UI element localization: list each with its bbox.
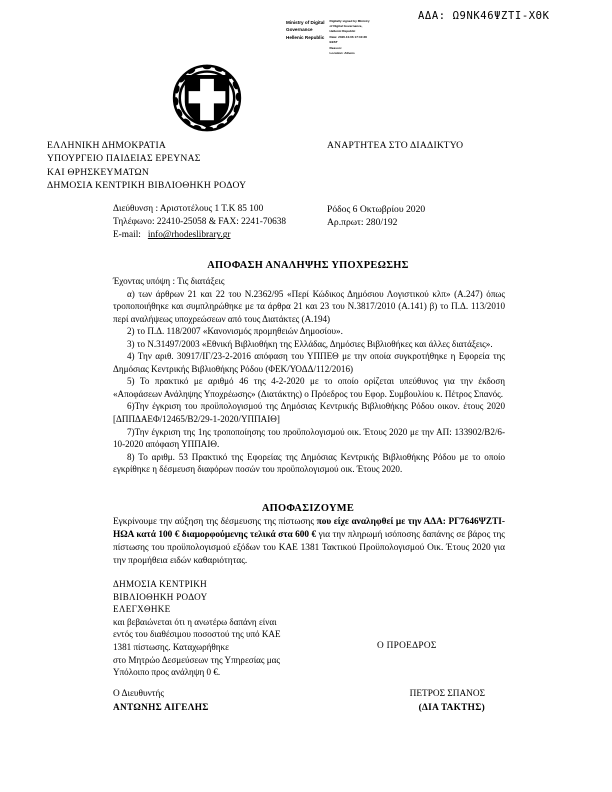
signature-block-left <box>113 687 209 715</box>
authority-line-1: ΕΛΛΗΝΙΚΗ ΔΗΜΟΚΡΑΤΙΑ <box>47 140 167 151</box>
signature-detail-4: Date: 2020.10.06 17:10:38 <box>329 35 367 40</box>
certification-line-6: 1381 πίστωσης. Καταχωρήθηκε <box>113 641 229 652</box>
coat-of-arms-icon <box>168 62 246 134</box>
clause-item: 4) Την αριθ. 30917/ΙΓ/23-2-2016 απόφαση του ΥΠΠΕΘ με την οποία συγκροτήθηκε η Εφορεία της Δημόσιας Κεντρικής Βιβλιοθήκης Ρόδου (ΦΕΚ/ΥΟΔΔ/112/2016) <box>113 351 505 374</box>
digital-signature-stamp <box>286 19 410 56</box>
signature-detail-5: EEST <box>329 40 338 45</box>
certification-line-3: ΕΛΕΓΧΘΗΚΕ <box>113 604 171 615</box>
clause-item: 2) το Π.Δ. 118/2007 «Κανονισμός προμηθειών Δημοσίου». <box>127 326 343 337</box>
certification-line-2: ΒΙΒΛΙΟΘΗΚΗ ΡΟΔΟΥ <box>113 591 208 602</box>
signature-block-right <box>355 687 485 715</box>
clause-item: 6)Την έγκριση του προϋπολογισμού της Δημόσιας Κεντρικής Βιβλιοθήκης Ρόδου οικον. έτους 2020 [ΔΠΠΔΑΕΦ/12465/Β2/29-1-2020/ΥΠΠΑΙΘ] <box>113 401 505 425</box>
place-date-block <box>327 203 425 229</box>
contact-email-link[interactable]: info@rhodeslibrary.gr <box>147 230 231 241</box>
contact-phone: Τηλέφωνο: 22410-25058 & FAX: 2241-70638 <box>113 217 287 228</box>
signature-authority-line3: Hellenic Republic <box>286 34 325 40</box>
contact-email-label: E-mail: <box>113 230 141 241</box>
president-label: Ο ΠΡΟΕΔΡΟΣ <box>377 641 437 651</box>
decision-amount-highlight: που είχε αναληφθεί με την ΑΔΑ: ΡΓ7646ΨΖΤΙ-ΗΩΑ κατά 100 € διαμορφούμενης τελικά στα 600 € <box>113 517 505 540</box>
document-body <box>113 275 505 476</box>
publication-notice: ΑΝΑΡΤΗΤΕΑ ΣΤΟ ΔΙΑΔΙΚΤΥΟ <box>327 140 464 151</box>
authority-line-3: ΚΑΙ ΘΡΗΣΚΕΥΜΑΤΩΝ <box>47 166 150 178</box>
signature-authority <box>286 19 325 41</box>
signature-detail-2: of Digital Governance, <box>329 23 363 28</box>
certification-line-4: και βεβαιώνεται ότι η ανωτέρω δαπάνη είναι <box>113 616 277 627</box>
signature-authority-line2: Governance <box>286 27 313 33</box>
signature-detail-7: Location: Athens <box>329 51 355 56</box>
certification-line-7: στο Μητρώο Δεσμεύσεων της Υπηρεσίας μας <box>113 654 281 665</box>
clause-item: 5) Το πρακτικό με αριθμό 46 της 4-2-2020 με το οποίο ορίζεται υπεύθυνος για την έκδοση «Αποφάσεων Ανάληψης Υποχρέωσης» (Διατάκτης) ο Πρόεδρος του Εφορ. Συμβουλίου κ. Πέτρος Σπανός. <box>113 376 505 399</box>
certification-block <box>113 578 505 679</box>
clause-item: 8) Το αριθμ. 53 Πρακτικό της Εφορείας της Δημόσιας Κεντρικής Βιβλιοθήκης Ρόδου με το οποίο εγκρίθηκε η δέσμευση διαφόρων ποσών του προϋπολογισμού οικ. Έτους 2020. <box>113 451 505 475</box>
clause-item: 7)Την έγκριση της 1ης τροποποίησης του προϋπολογισμού οικ. Έτους 2020 με την ΑΠ: 133902/Β2/6-10-2020 απόφαση ΥΠΠΑΙΘ. <box>113 426 505 450</box>
signature-detail-6: Reason: <box>329 46 342 51</box>
issuing-authority-block <box>47 139 246 192</box>
president-name: ΠΕΤΡΟΣ ΣΠΑΝΟΣ <box>409 689 485 699</box>
authority-line-2: ΥΠΟΥΡΓΕΙΟ ΠΑΙΔΕΙΑΣ ΕΡΕΥΝΑΣ <box>47 153 201 165</box>
ada-reference-top: ΑΔΑ: Ω9ΝΚ46ΨΖΤΙ-ΧΘΚ <box>418 10 550 22</box>
signature-detail-3: Hellenic Republic <box>329 28 356 33</box>
document-title: ΑΠΟΦΑΣΗ ΑΝΑΛΗΨΗΣ ΥΠΟΧΡΕΩΣΗΣ <box>207 260 409 271</box>
contact-email-row <box>113 229 286 242</box>
director-title: Ο Διευθυντής <box>113 689 165 699</box>
clause-item: α) των άρθρων 21 και 22 του Ν.2362/95 «Περί Κώδικος Δημόσιου Λογιστικού κλπ» (Α.247) όπως τροποποιήθηκε και συμπληρώθηκε με τα άρθρα 21 και 23 του Ν.3817/2010 (Α.141) β) το Π.Δ. 113/2010 περί αναλήψεως υποχρεώσεων από τους Διατάκτες (Α.194) <box>113 288 505 324</box>
clause-item: 3) το Ν.31497/2003 «Εθνική Βιβλιοθήκη της Ελλάδας, Δημόσιες Βιβλιοθήκες και άλλες διατάξεις». <box>127 338 493 349</box>
signature-authority-line1: Ministry of Digital <box>286 20 325 25</box>
authority-line-4: ΔΗΜΟΣΙΑ ΚΕΝΤΡΙΚΗ ΒΙΒΛΙΟΘΗΚΗ ΡΟΔΟΥ <box>47 179 247 191</box>
decision-body <box>113 516 505 568</box>
decision-title: ΑΠΟΦΑΣΙΖΟΥΜΕ <box>261 503 355 514</box>
signature-detail-1: Digitally signed by Ministry <box>329 19 370 23</box>
president-role: (ΔΙΑ ΤΑΚΤΗΣ) <box>418 703 485 713</box>
decision-text-lead: Εγκρίνουμε την αύξηση της δέσμευσης της πίστωσης <box>113 517 317 527</box>
contact-block <box>113 203 286 243</box>
certification-line-1: ΔΗΜΟΣΙΑ ΚΕΝΤΡΙΚΗ <box>113 579 207 589</box>
place-and-date: Ρόδος 6 Οκτωβρίου 2020 <box>327 204 426 215</box>
protocol-number: Αρ.πρωτ: 280/192 <box>327 217 398 229</box>
preamble-line: Έχοντας υπόψη : Τις διατάξεις <box>113 276 225 286</box>
certification-line-5: εντός του διαθέσιμου ποσοστού της υπό ΚΑΕ <box>113 629 281 640</box>
decision-text-tail: για την πληρωμή ισόποσης δαπάνης σε βάρος της πίστωσης του προϋπολογισμού εξόδων του ΚΑΕ 1381 Τακτικού Προϋπολογισμού Οικ. Έτους 2020 για την προμήθεια ειδών καθαριότητας. <box>113 529 505 566</box>
certification-line-8: Υπόλοιπο προς ανάληψη 0 €. <box>113 667 221 678</box>
director-name: ΑΝΤΩΝΗΣ ΑΙΓΕΛΗΣ <box>113 703 209 713</box>
contact-address: Διεύθυνση : Αριστοτέλους 1 Τ.Κ 85 100 <box>113 204 264 214</box>
signature-details <box>330 19 370 56</box>
